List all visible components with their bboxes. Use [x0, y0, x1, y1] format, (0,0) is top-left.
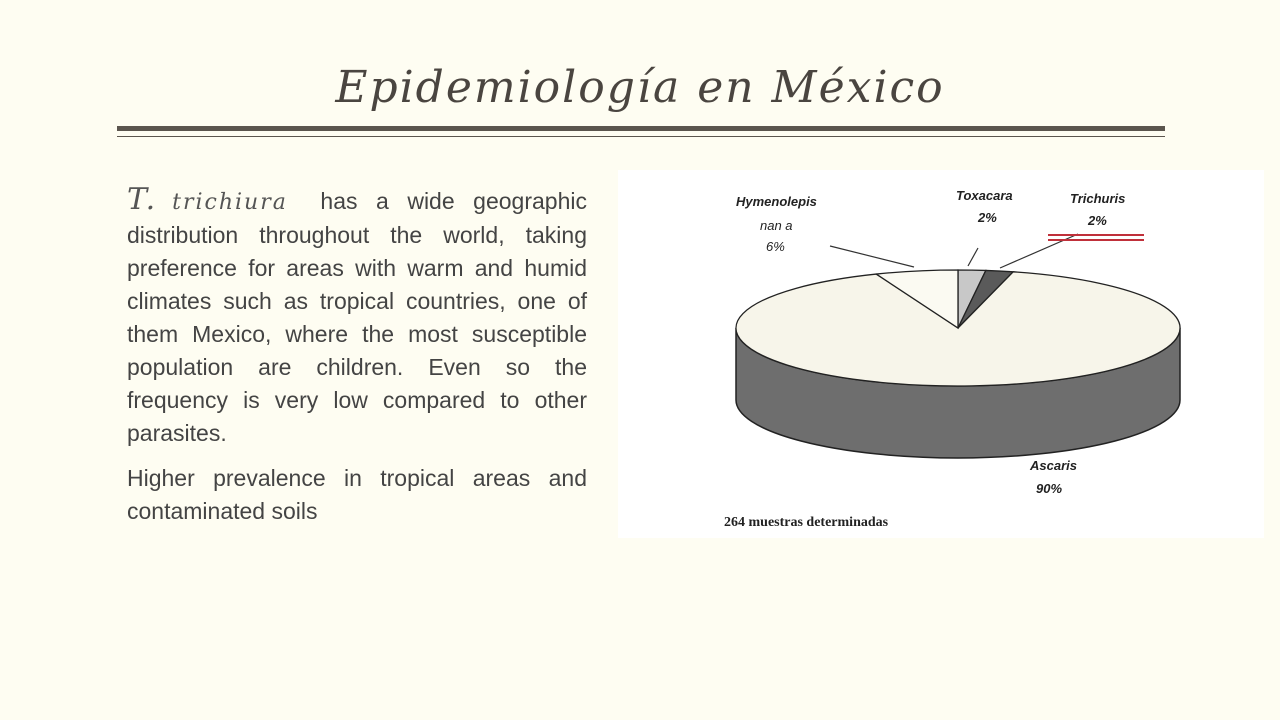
pie-chart-figure — [618, 170, 1264, 538]
paragraph-1-text: has a wide geographic distribution throughout the world, taking preference for areas with warm and humid climates such as tropical countries, one of them Mexico, where the most susceptible population are children. Even so the frequency is very low compared to other parasites. — [127, 188, 587, 446]
label-hymenolepis-sub: nan a — [760, 218, 793, 233]
body-text — [127, 183, 587, 540]
title-rule-thin — [117, 136, 1165, 137]
label-trichuris-pct: 2% — [1088, 213, 1107, 228]
slide-title: Epidemiología en México — [335, 62, 945, 113]
label-hymenolepis-pct: 6% — [766, 239, 785, 254]
species-genus: T. — [127, 182, 159, 217]
label-hymenolepis: Hymenolepis — [736, 194, 817, 209]
pie-chart — [618, 170, 1264, 538]
label-toxacara: Toxacara — [956, 188, 1013, 203]
label-toxacara-pct: 2% — [978, 210, 997, 225]
leader-hymenolepis — [830, 246, 914, 267]
paragraph-2: Higher prevalence in tropical areas and contaminated soils — [127, 465, 587, 524]
sample-note: 264 muestras determinadas — [724, 515, 889, 530]
label-ascaris: Ascaris — [1030, 458, 1077, 473]
species-name: trichiura — [172, 190, 288, 215]
label-trichuris: Trichuris — [1070, 191, 1126, 206]
leader-toxacara — [968, 248, 978, 266]
label-ascaris-pct: 90% — [1036, 481, 1063, 496]
title-rule-thick — [117, 126, 1165, 131]
paragraph-1 — [127, 183, 587, 450]
